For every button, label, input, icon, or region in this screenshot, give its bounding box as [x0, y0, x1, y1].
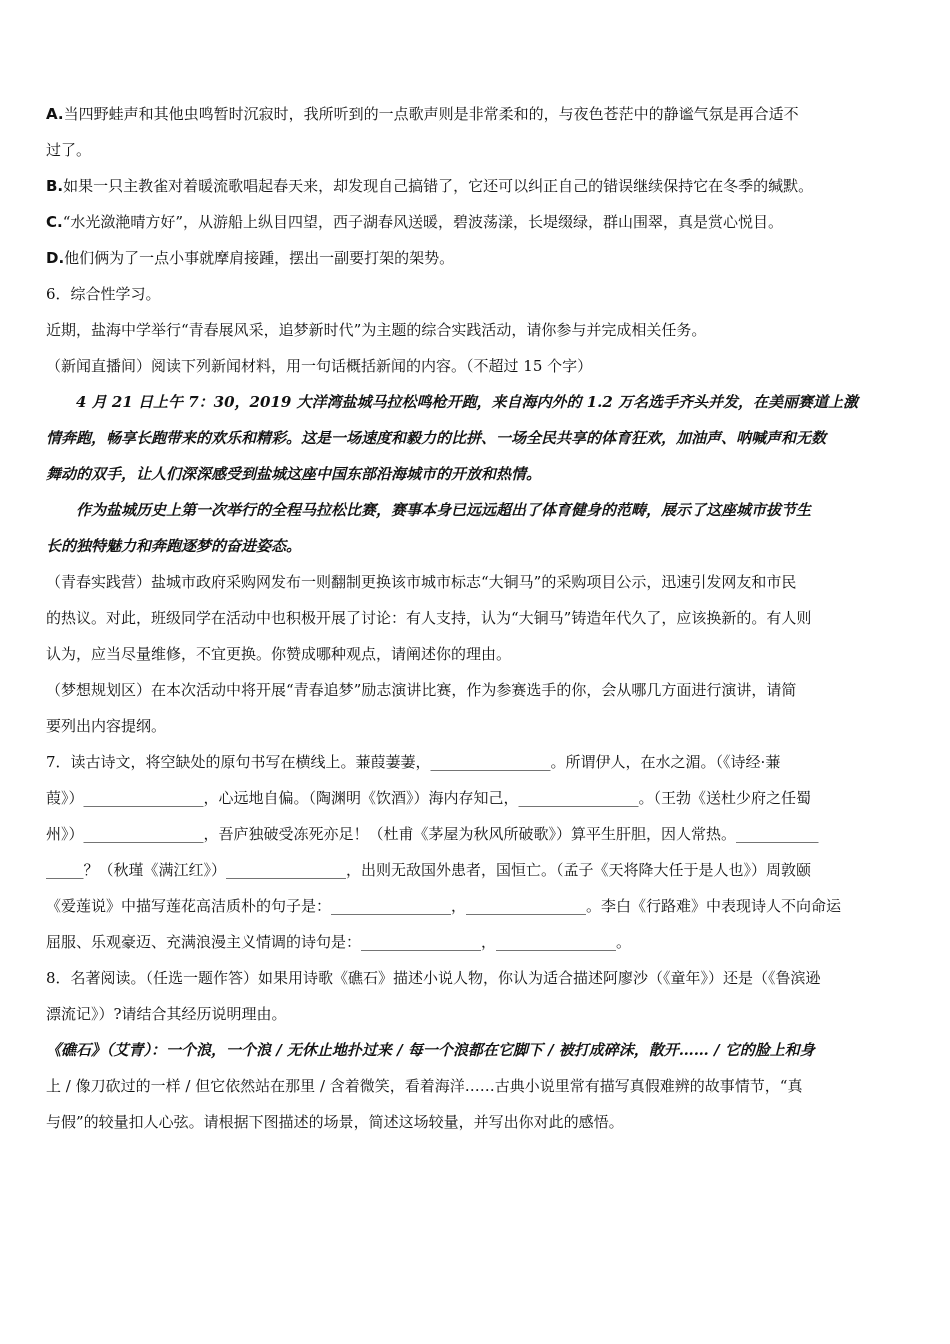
option-c-label: C. — [46, 213, 63, 231]
news-para1-line1: 4 月 21 日上午 7：30，2019 大洋湾盐城马拉松鸣枪开跑，来自海内外的 1.2 万名选手齐头并发，在美丽赛道上激 — [76, 393, 859, 411]
news-para2-line1: 作为盐城历史上第一次举行的全程马拉松比赛，赛事本身已远远超出了体育健身的范畴，展示了这座城市拔节生 — [76, 501, 812, 519]
q6-news-task: （新闻直播间）阅读下列新闻材料，用一句话概括新闻的内容。（不超过 15 个字） — [46, 357, 593, 375]
document-page — [46, 96, 908, 1140]
option-b — [46, 168, 908, 204]
q6-title: 6．综合性学习。 — [46, 285, 161, 303]
option-d-text: 他们俩为了一点小事就摩肩接踵，摆出一副要打架的架势。 — [64, 249, 455, 267]
practice-line1: （青春实践营）盐城市政府采购网发布一则翻制更换该市城市标志“大铜马”的采购项目公示，迅速引发网友和市民 — [46, 573, 797, 591]
q7-line6: 屈服、乐观豪迈、充满浪漫主义情调的诗句是：________________，________________。 — [46, 933, 632, 951]
option-b-label: B. — [46, 177, 64, 195]
q8-line1: 8．名著阅读。（任选一题作答）如果用诗歌《礁石》描述小说人物，你认为适合描述阿廖沙（《童年》）还是（《鲁滨逊 — [46, 969, 821, 987]
option-a-line1 — [46, 96, 908, 132]
option-d-label: D. — [46, 249, 65, 267]
practice-line3: 认为，应当尽量维修，不宜更换。你赞成哪种观点，请阐述你的理由。 — [46, 645, 512, 663]
practice-line2: 的热议。对此，班级同学在活动中也积极开展了讨论：有人支持，认为“大铜马”铸造年代久了，应该换新的。有人则 — [46, 609, 812, 627]
option-b-text: 如果一只主教雀对着暖流歌唱起春天来，却发现自己搞错了，它还可以纠正自己的错误继续保持它在冬季的缄默。 — [63, 177, 814, 195]
news-para1-line3: 舞动的双手，让人们深深感受到盐城这座中国东部沿海城市的开放和热情。 — [46, 465, 542, 483]
option-a-label: A. — [46, 105, 64, 123]
option-a-text: 当四野蛙声和其他虫鸣暂时沉寂时，我所听到的一点歌声则是非常柔和的，与夜色苍茫中的静谧气氛是再合适不 — [63, 105, 799, 123]
option-c-text: “水光潋滟晴方好”，从游船上纵目四望，西子湖春风送暖，碧波荡漾，长堤缀绿，群山围翠，真是赏心悦目。 — [62, 213, 784, 231]
news-para1-line2: 情奔跑，畅享长跑带来的欢乐和精彩。这是一场速度和毅力的比拼、一场全民共享的体育狂欢，加油声、呐喊声和无数 — [46, 429, 827, 447]
option-c — [46, 204, 908, 240]
news-para2-line2: 长的独特魅力和奔跑逐梦的奋进姿态。 — [46, 537, 302, 555]
option-d — [46, 240, 908, 276]
q7-line1: 7．读古诗文，将空缺处的原句书写在横线上。蒹葭萋萋，________________。所谓伊人，在水之湄。（《诗经·蒹 — [46, 753, 781, 771]
q6-intro: 近期，盐海中学举行“青春展风采，追梦新时代”为主题的综合实践活动，请你参与并完成相关任务。 — [46, 321, 707, 339]
q7-line3: 州》）________________，吾庐独破受冻死亦足！（杜甫《茅屋为秋风所破歌》）算平生肝胆，因人常热。___________ — [46, 825, 819, 843]
poem-line2: 上 / 像刀砍过的一样 / 但它依然站在那里 / 含着微笑，看着海洋……古典小说里常有描写真假难辨的故事情节，“真 — [46, 1077, 803, 1095]
q7-line5: 《爱莲说》中描写莲花高洁质朴的句子是：________________，________________。李白《行路难》中表现诗人不向命运 — [46, 897, 842, 915]
q7-line4: _____？（秋瑾《满江红》）________________，出则无敌国外患者，国恒亡。（孟子《天将降大任于是人也》）周敦颐 — [46, 861, 812, 879]
poem-line3: 与假”的较量扣人心弦。请根据下图描述的场景，简述这场较量，并写出你对此的感悟。 — [46, 1113, 624, 1131]
option-a-line2: 过了。 — [46, 141, 92, 159]
dream-line1: （梦想规划区）在本次活动中将开展“青春追梦”励志演讲比赛，作为参赛选手的你，会从哪几方面进行演讲，请简 — [46, 681, 797, 699]
dream-line2: 要列出内容提纲。 — [46, 717, 167, 735]
poem-line1: 《礁石》（艾青）：一个浪，一个浪 / 无休止地扑过来 / 每一个浪都在它脚下 / 被打成碎沫，散开…… / 它的脸上和身 — [46, 1041, 815, 1059]
q7-line2: 葭》）________________，心远地自偏。（陶渊明《饮酒》）海内存知己，________________。（王勃《送杜少府之任蜀 — [46, 789, 812, 807]
q8-line2: 漂流记》）?请结合其经历说明理由。 — [46, 1005, 287, 1023]
